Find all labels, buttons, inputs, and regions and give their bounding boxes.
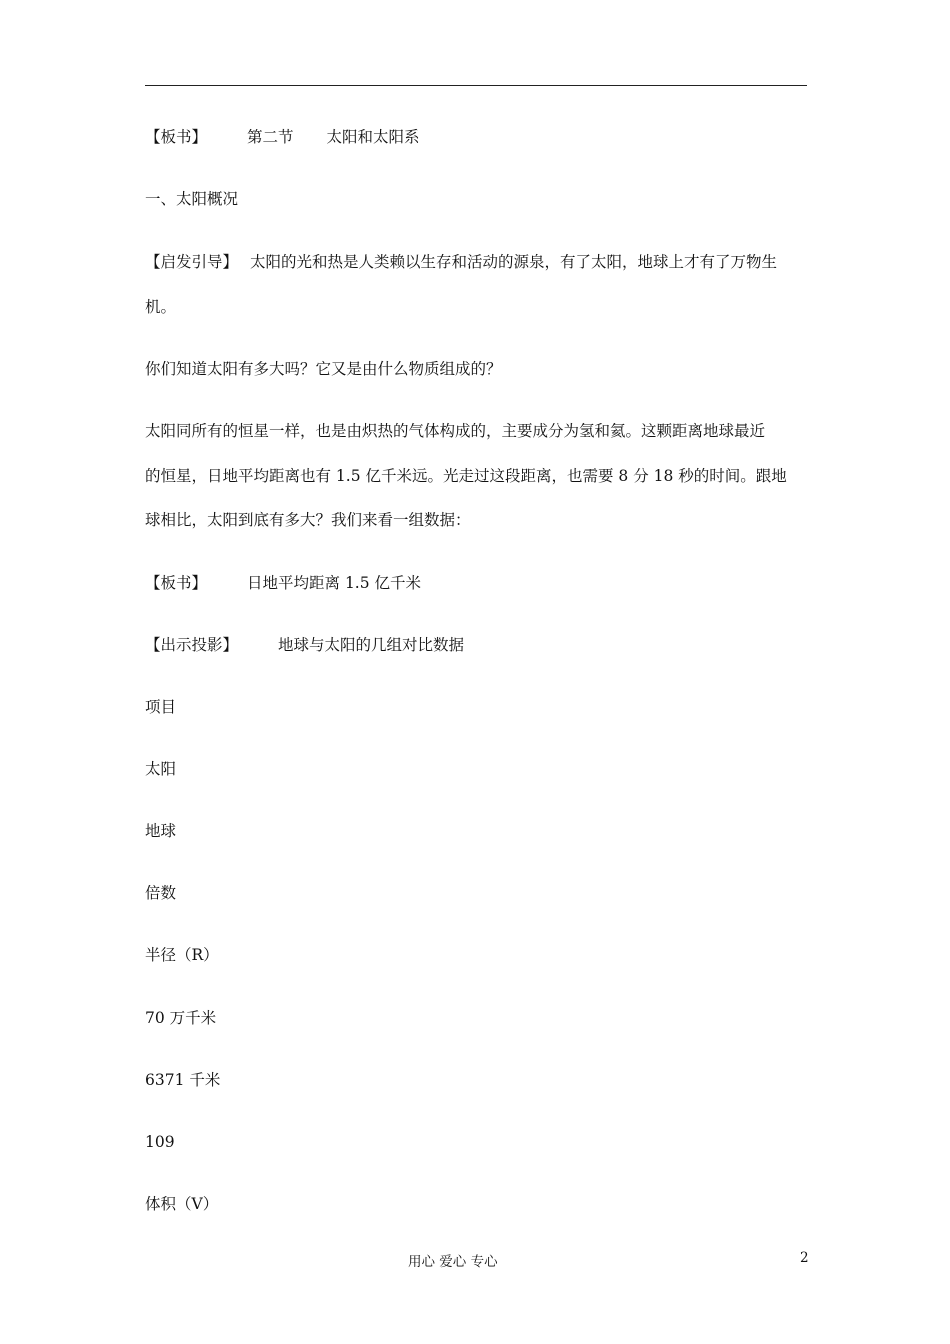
table-item: 太阳 bbox=[145, 760, 177, 778]
board-distance bbox=[145, 573, 421, 593]
board-heading bbox=[145, 127, 420, 147]
question-text: 你们知道太阳有多大吗？它又是由什么物质组成的？ bbox=[145, 360, 502, 378]
footer-motto: 用心 爱心 专心 bbox=[408, 1254, 498, 1270]
table-item: 体积（V） bbox=[145, 1195, 219, 1213]
table-item: 6371 千米 bbox=[145, 1071, 221, 1089]
table-item: 倍数 bbox=[145, 884, 177, 902]
subheading: 一、太阳概况 bbox=[145, 190, 239, 208]
table-item: 70 万千米 bbox=[145, 1009, 217, 1027]
guide-text-cont: 机。 bbox=[145, 298, 177, 316]
board2-text: 日地平均距离 1.5 亿千米 bbox=[247, 574, 422, 592]
paragraph-line-1: 太阳同所有的恒星一样，也是由炽热的气体构成的，主要成分为氢和氦。这颗距离地球最近 bbox=[145, 422, 766, 440]
table-item: 半径（R） bbox=[145, 946, 219, 964]
paragraph-line-2: 的恒星，日地平均距离也有 1.5 亿千米远。光走过这段距离，也需要 8 分 18 秒的时间。跟地 bbox=[145, 467, 787, 485]
section-label: 第二节 bbox=[247, 128, 294, 146]
guide-line bbox=[145, 252, 777, 272]
header-rule bbox=[145, 85, 807, 86]
paragraph-line-3: 球相比，太阳到底有多大？我们来看一组数据： bbox=[145, 511, 471, 529]
guide-tag: 【启发引导】 bbox=[145, 253, 239, 271]
guide-text: 太阳的光和热是人类赖以生存和活动的源泉，有了太阳，地球上才有了万物生 bbox=[250, 253, 778, 271]
projection-line bbox=[145, 635, 464, 655]
projection-tag: 【出示投影】 bbox=[145, 636, 239, 654]
table-item: 地球 bbox=[145, 822, 177, 840]
board-tag: 【板书】 bbox=[145, 128, 208, 146]
table-item: 项目 bbox=[145, 698, 177, 716]
table-item: 109 bbox=[145, 1133, 175, 1151]
section-title: 太阳和太阳系 bbox=[326, 128, 420, 146]
page-number: 2 bbox=[800, 1250, 809, 1266]
board2-tag: 【板书】 bbox=[145, 574, 208, 592]
projection-text: 地球与太阳的几组对比数据 bbox=[278, 636, 465, 654]
